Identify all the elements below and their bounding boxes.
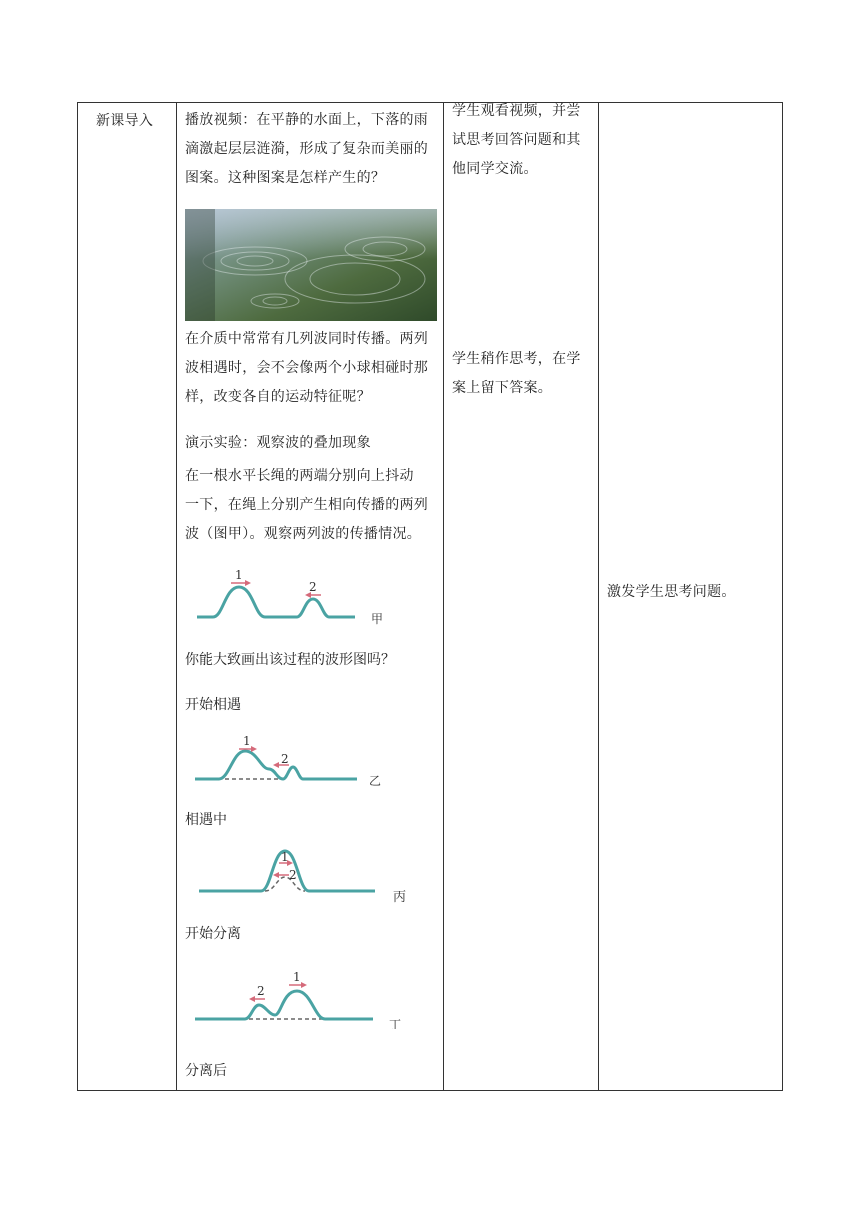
wave-number: 2 (281, 752, 289, 766)
stage-label: 开始相遇 (185, 697, 241, 713)
wave-number: 1 (243, 734, 251, 748)
stage-label: 分离后 (185, 1063, 227, 1079)
stage-label: 相遇中 (185, 812, 227, 828)
wave-diagram-ding (185, 963, 415, 1029)
intro-paragraph (185, 106, 428, 193)
text-line: 滴激起层层涟漪，形成了复杂而美丽的 (185, 141, 429, 157)
text-line: 一下，在绳上分别产生相向传播的两列 (185, 497, 429, 513)
student-activity-1 (452, 97, 581, 184)
figure-label: 甲 (371, 612, 384, 626)
text-line: 播放视频：在平静的水面上，下落的雨 (185, 112, 429, 128)
wave-diagram-bing (185, 843, 415, 909)
wave-number: 2 (309, 580, 317, 594)
demo-paragraph (185, 462, 428, 549)
text-line: 波（图甲）。观察两列波的传播情况。 (185, 526, 422, 542)
student-activity-2 (452, 345, 581, 403)
water-ripple-photo (185, 209, 437, 321)
text-line: 在一根水平长绳的两端分别向上抖动 (185, 468, 414, 484)
section-label: 新课导入 (96, 113, 154, 129)
text-line: 他同学交流。 (452, 161, 538, 177)
wave-diagram-yi (185, 729, 405, 789)
text-line: 样，改变各自的运动特征呢？ (185, 389, 371, 405)
text-line: 试思考回答问题和其 (452, 132, 581, 148)
design-intent-cell (599, 103, 783, 1090)
figure-label: 丁 (389, 1018, 402, 1029)
figure-label: 乙 (369, 774, 382, 788)
wave-diagram-jia (185, 569, 405, 629)
text-line: 案上留下答案。 (452, 380, 553, 396)
lesson-table (77, 102, 783, 1091)
text-line: 图案。这种图案是怎样产生的？ (185, 170, 386, 186)
text-line: 在介质中常常有几列波同时传播。两列 (185, 331, 429, 347)
draw-question: 你能大致画出该过程的波形图吗？ (185, 652, 395, 668)
demo-title: 演示实验：观察波的叠加现象 (185, 435, 371, 451)
wave-number: 2 (257, 984, 265, 998)
text-line: 学生观看视频，并尝 (452, 103, 581, 119)
text-line: 学生稍作思考，在学 (452, 351, 581, 367)
content-cell (177, 103, 443, 1090)
wave-number: 1 (235, 569, 243, 582)
wave-number: 1 (281, 850, 289, 864)
section-cell (78, 103, 176, 1090)
figure-label: 丙 (393, 890, 407, 905)
stage-label: 开始分离 (185, 926, 241, 942)
text-line: 波相遇时，会不会像两个小球相碰时那 (185, 360, 429, 376)
question-paragraph (185, 325, 428, 412)
design-intent: 激发学生思考问题。 (607, 584, 736, 600)
student-activity-cell (444, 103, 598, 1090)
wave-number: 1 (293, 970, 301, 984)
wave-number: 2 (289, 868, 297, 882)
